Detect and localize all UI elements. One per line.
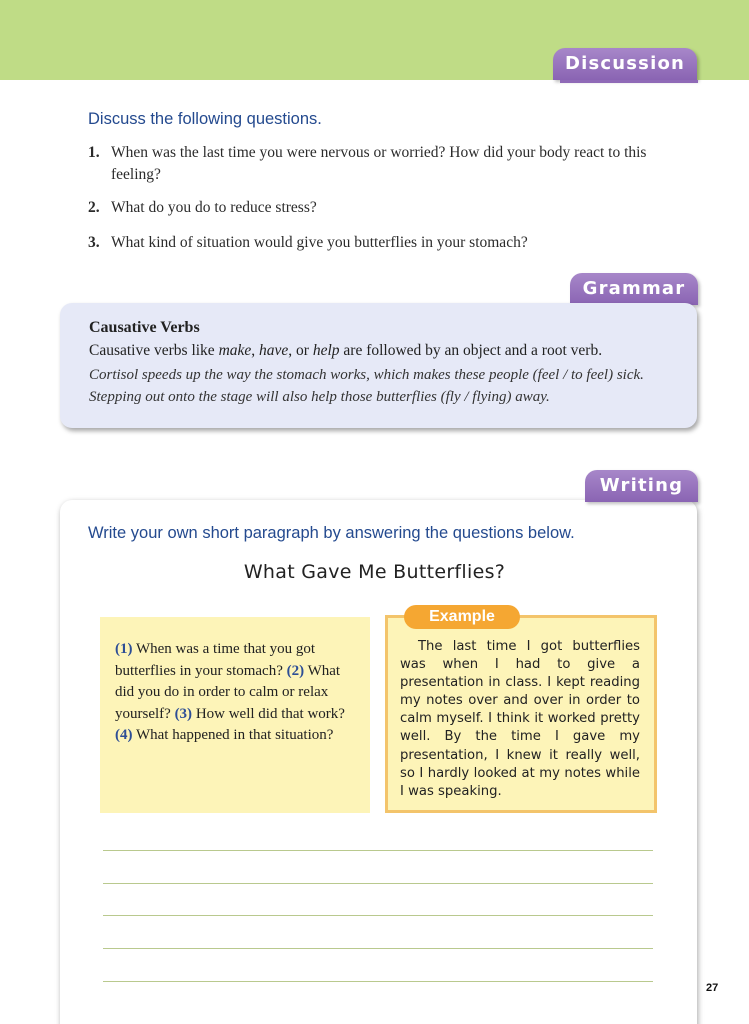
example-label: Example: [404, 605, 520, 629]
grammar-tab: Grammar: [570, 273, 698, 305]
question-1: [88, 142, 698, 186]
writing-title: What Gave Me Butterflies?: [243, 561, 506, 583]
question-2-text: What do you do to reduce stress?: [111, 199, 317, 216]
writing-tab: Writing: [585, 470, 698, 502]
writing-line[interactable]: [103, 981, 653, 982]
writing-line[interactable]: [103, 948, 653, 949]
discussion-tab: Discussion: [553, 48, 697, 80]
discussion-tab-underline: [560, 80, 698, 83]
discussion-heading: Discuss the following questions.: [88, 110, 322, 128]
question-1-text: When was the last time you were nervous or worried? How did your body react to this feeling?: [111, 144, 647, 183]
example-text: The last time I got butterflies was when I had to give a presentation in class. I kept reading my notes over and over in order to calm myself. I think it worked pretty well. By the time I gave my presentation, I knew it really well, so I hardly looked at my notes while I was speaking.: [400, 639, 640, 799]
prompt-text: (1) When was a time that you got butterflies in your stomach? (2) What did you do in order to calm or relax yourself? (3) How well did that work? (4) What happened in that situation?: [115, 641, 345, 743]
question-1-number: 1.: [88, 144, 100, 161]
grammar-box: [60, 303, 697, 428]
writing-heading: Write your own short paragraph by answering the questions below.: [88, 524, 575, 542]
writing-line[interactable]: [103, 850, 653, 851]
page-number: 27: [706, 982, 719, 994]
writing-line[interactable]: [103, 883, 653, 884]
question-2: [88, 197, 698, 219]
grammar-example-1: Cortisol speeds up the way the stomach works, which makes these people (feel / to feel) sick.: [89, 367, 644, 383]
question-2-number: 2.: [88, 199, 100, 216]
grammar-example-2: Stepping out onto the stage will also help those butterflies (fly / flying) away.: [89, 389, 550, 405]
question-3: [88, 232, 698, 254]
prompt-box: [100, 617, 370, 813]
writing-line[interactable]: [103, 915, 653, 916]
grammar-description: Causative verbs like make, have, or help are followed by an object and a root verb.: [89, 342, 603, 359]
question-3-text: What kind of situation would give you butterflies in your stomach?: [111, 234, 528, 251]
question-3-number: 3.: [88, 234, 100, 251]
grammar-title: Causative Verbs: [89, 319, 200, 336]
